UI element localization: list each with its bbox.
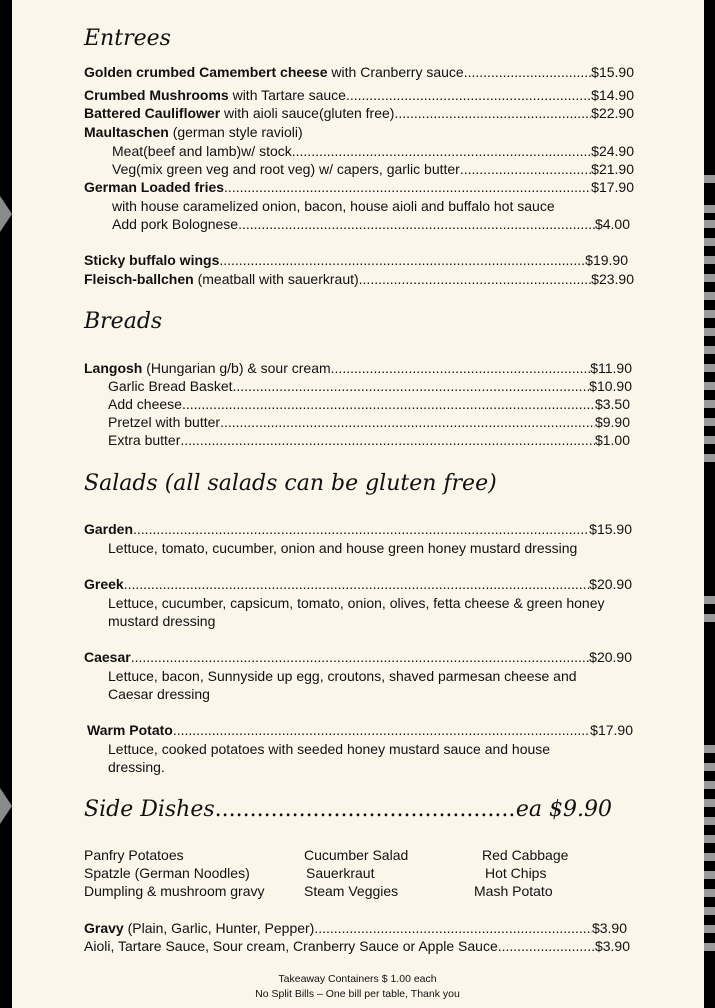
- item-desc: with Tartare sauce: [228, 87, 346, 103]
- item-price: $14.90: [591, 87, 634, 103]
- item-name: Meat(beef and lamb)w/ stock: [112, 143, 292, 159]
- item-name: Warm Potato: [87, 722, 173, 738]
- side-item: Red Cabbage: [482, 847, 569, 863]
- item-price: $15.90: [591, 64, 634, 80]
- item-name: Veg(mix green veg and root veg) w/ capers, garlic butter: [112, 161, 460, 177]
- item-price: $17.90: [590, 722, 633, 738]
- item-name: Battered Cauliflower: [84, 105, 221, 121]
- left-edge-notch-bottom: [0, 788, 12, 824]
- item-price: $4.00: [594, 216, 630, 232]
- item-name: Greek: [84, 576, 124, 592]
- item-greek: [84, 575, 632, 593]
- side-item: Dumpling & mushroom gravy: [84, 883, 265, 899]
- item-price: $21.90: [591, 161, 634, 177]
- item-wings: [84, 251, 628, 269]
- item-fries-desc: with house caramelized onion, bacon, house aioli and buffalo hot sauce: [112, 198, 555, 214]
- item-garlic-bread: [108, 377, 632, 395]
- item-name: Garden: [84, 521, 134, 537]
- item-maultaschen: [84, 123, 303, 141]
- item-sauces: [84, 937, 630, 955]
- item-price: $3.50: [594, 396, 630, 412]
- item-cauliflower: [84, 104, 634, 122]
- side-dishes-price: ea $9.90: [515, 797, 612, 822]
- item-desc: (Hungarian g/b) & sour cream: [142, 360, 331, 376]
- item-price: $19.90: [585, 252, 628, 268]
- side-item: Spatzle (German Noodles): [84, 865, 250, 881]
- side-item: Cucumber Salad: [304, 847, 409, 863]
- item-gravy: [84, 919, 627, 937]
- item-price: $11.90: [590, 360, 632, 376]
- item-price: $24.90: [591, 143, 634, 159]
- item-desc: with aioli sauce(gluten free): [220, 105, 395, 121]
- item-name: Langosh: [84, 360, 143, 376]
- item-desc: (Plain, Garlic, Hunter, Pepper): [123, 920, 315, 936]
- item-price: $10.90: [589, 378, 632, 394]
- item-name: Gravy: [84, 920, 124, 936]
- item-name: Caesar: [84, 649, 131, 665]
- item-name: Pretzel with butter: [108, 414, 221, 430]
- item-fleisch: [84, 270, 634, 288]
- item-greek-desc-2: mustard dressing: [108, 613, 216, 629]
- item-price: $22.90: [591, 105, 634, 121]
- sides-column-3: [474, 846, 568, 900]
- side-item: Panfry Potatoes: [84, 847, 184, 863]
- item-veg: [112, 160, 634, 178]
- entrees-heading: Entrees: [84, 26, 171, 51]
- item-warm-potato: [87, 721, 633, 739]
- item-name: Golden crumbed Camembert cheese: [84, 64, 328, 80]
- item-meat: [112, 142, 634, 160]
- item-name: Sticky buffalo wings: [84, 252, 220, 268]
- item-name: Crumbed Mushrooms: [84, 87, 229, 103]
- item-price: $3.90: [591, 920, 627, 936]
- item-price: $20.90: [589, 576, 632, 592]
- item-langosh: [84, 359, 632, 377]
- item-name: Extra butter: [108, 432, 181, 448]
- item-caesar-desc-2: Caesar dressing: [108, 686, 210, 702]
- side-item: Sauerkraut: [306, 865, 375, 881]
- item-name: Maultaschen: [84, 124, 169, 140]
- item-price: $3.90: [594, 938, 630, 954]
- item-price: $15.90: [589, 521, 632, 537]
- side-dishes-heading: [84, 797, 612, 822]
- item-warm-potato-desc-1: Lettuce, cooked potatoes with seeded honey mustard sauce and house: [108, 741, 551, 757]
- item-extra-butter: [108, 431, 630, 449]
- footer-bill-note: No Split Bills – One bill per table, Thank you: [255, 988, 460, 1000]
- sides-column-1: [84, 846, 265, 900]
- item-desc: (german style ravioli): [168, 124, 303, 140]
- item-greek-desc-1: Lettuce, cucumber, capsicum, tomato, onion, olives, fetta cheese & green honey: [108, 595, 605, 611]
- side-item: Steam Veggies: [304, 883, 399, 899]
- item-warm-potato-desc-2: dressing.: [108, 759, 165, 775]
- item-price: $9.90: [594, 414, 630, 430]
- left-edge-notch-top: [0, 196, 12, 232]
- item-pretzel: [108, 413, 630, 431]
- item-desc: (meatball with sauerkraut): [193, 271, 359, 287]
- side-item: Hot Chips: [485, 865, 547, 881]
- item-name: Fleisch-ballchen: [84, 271, 194, 287]
- salads-heading: Salads (all salads can be gluten free): [84, 471, 497, 496]
- item-mushrooms: [84, 86, 634, 104]
- item-camembert: [84, 63, 634, 81]
- item-name: Add cheese: [108, 396, 182, 412]
- item-fries: [84, 178, 634, 196]
- item-desc: with Cranberry sauce: [327, 64, 464, 80]
- breads-heading: Breads: [84, 309, 163, 334]
- item-garden-desc: Lettuce, tomato, cucumber, onion and house green honey mustard dressing: [108, 540, 578, 556]
- item-price: $1.00: [594, 432, 630, 448]
- item-pork: [112, 215, 630, 233]
- side-item: Mash Potato: [474, 883, 553, 899]
- item-price: $23.90: [591, 271, 634, 287]
- sides-column-2: [304, 846, 408, 900]
- item-caesar-desc-1: Lettuce, bacon, Sunnyside up egg, croutons, shaved parmesan cheese and: [108, 668, 577, 684]
- item-name: Garlic Bread Basket: [108, 378, 233, 394]
- footer-takeaway-note: Takeaway Containers $ 1.00 each: [278, 973, 437, 985]
- item-name: Add pork Bolognese: [112, 216, 239, 232]
- side-dishes-title: Side Dishes: [84, 797, 215, 822]
- item-price: $17.90: [591, 179, 634, 195]
- item-price: $20.90: [589, 649, 632, 665]
- item-name: Aioli, Tartare Sauce, Sour cream, Cranberry Sauce or Apple Sauce: [84, 938, 498, 954]
- item-name: German Loaded fries: [84, 179, 225, 195]
- item-caesar: [84, 648, 632, 666]
- item-add-cheese: [108, 395, 630, 413]
- item-garden: [84, 520, 632, 538]
